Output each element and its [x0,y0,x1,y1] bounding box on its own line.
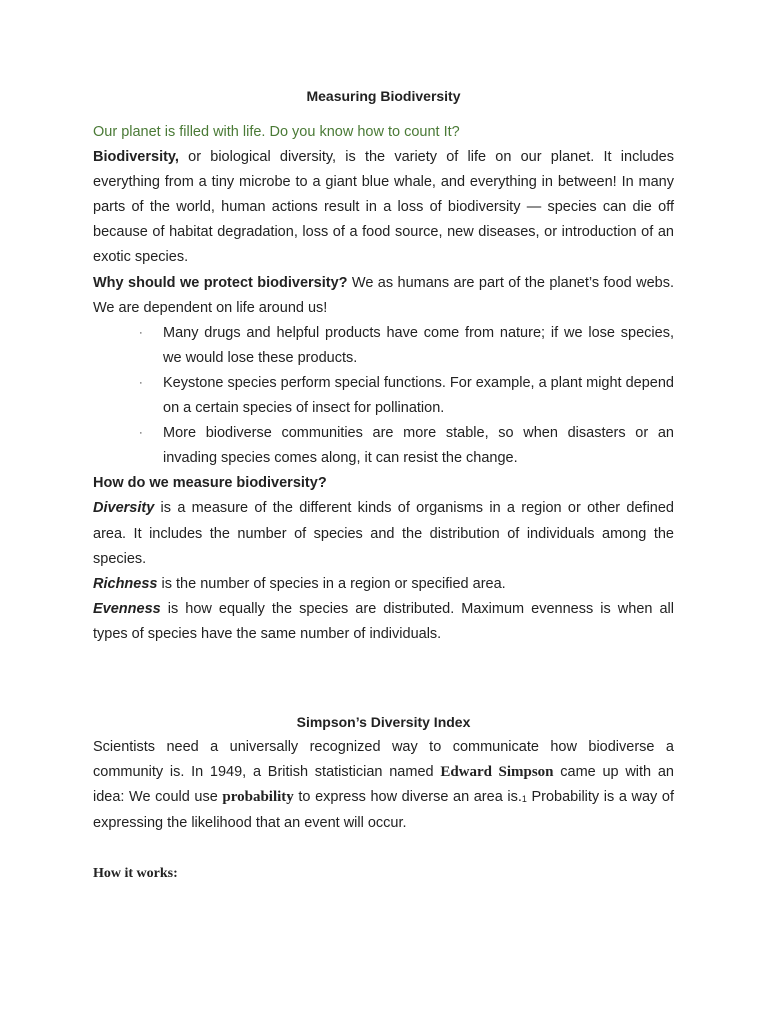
document-body [93,86,674,886]
simpson-title: Simpson’s Diversity Index [296,713,471,730]
bullet-marker: · [139,376,143,389]
biodiversity-text: or biological diversity, is the variety of life on our planet. It includes everything from a tiny microbe to a giant blue whale, and everything in between! In many parts of the world, human actions result in a loss of biodiversity — species can die off because of habitat degradation, loss of a food source, new diseases, or introduction of an exotic species. [93,149,674,266]
list-item [93,371,674,421]
protect-heading: Why should we protect biodiversity? [93,274,348,291]
section-spacer [93,647,674,710]
how-it-works-heading: How it works: [93,866,178,882]
evenness-term: Evenness [93,600,161,617]
biodiversity-term: Biodiversity, [93,149,179,166]
diversity-term: Diversity [93,500,155,517]
bullet-text: More biodiverse communities are more stable, so when disasters or an invading species comes along, it can resist the change. [163,425,674,467]
probability-term: probability [222,789,294,806]
page-title: Measuring Biodiversity [306,88,461,104]
richness-text: is the number of species in a region or specified area. [157,575,506,592]
protect-text: We as humans are part of the planet’s food webs. We are dependent on life around us! [93,274,674,316]
bullet-list [93,321,674,472]
bullet-text: Many drugs and helpful products have come from nature; if we lose species, we would lose these products. [163,324,674,366]
simpson-text-2: came up with an idea: We could use [93,764,674,806]
richness-paragraph [93,572,674,597]
bullet-marker: · [139,326,143,339]
list-item [93,421,674,471]
simpson-text-3: to express how diverse an area is. [293,789,522,806]
list-item [93,321,674,371]
diversity-paragraph [93,496,674,571]
footnote-marker[interactable]: 1 [521,794,527,805]
evenness-text: is how equally the species are distributed. Maximum evenness is when all types of species have the same number of individuals. [93,600,674,642]
biodiversity-definition [93,145,674,270]
measure-heading [93,471,674,496]
simpson-text-4: Probability is a way of expressing the likelihood that an event will occur. [93,789,674,832]
edward-simpson-name: Edward Simpson [440,764,554,781]
simpson-paragraph [93,735,674,836]
diversity-text: is a measure of the different kinds of organisms in a region or other defined area. It includes the number of species and the distribution of individuals among the species. [93,500,674,567]
protect-paragraph [93,271,674,321]
richness-term: Richness [93,575,158,592]
intro-text: Our planet is filled with life. Do you know how to count It? [93,124,460,140]
simpson-text-1: Scientists need a universally recognized way to communicate how biodiverse a community is. In 1949, a British statistician named [93,738,674,781]
measure-heading-text: How do we measure biodiversity? [93,475,327,492]
bullet-marker: · [139,427,143,440]
bullet-text: Keystone species perform special functions. For example, a plant might depend on a certain species of insect for pollination. [163,374,674,417]
evenness-paragraph [93,597,674,647]
